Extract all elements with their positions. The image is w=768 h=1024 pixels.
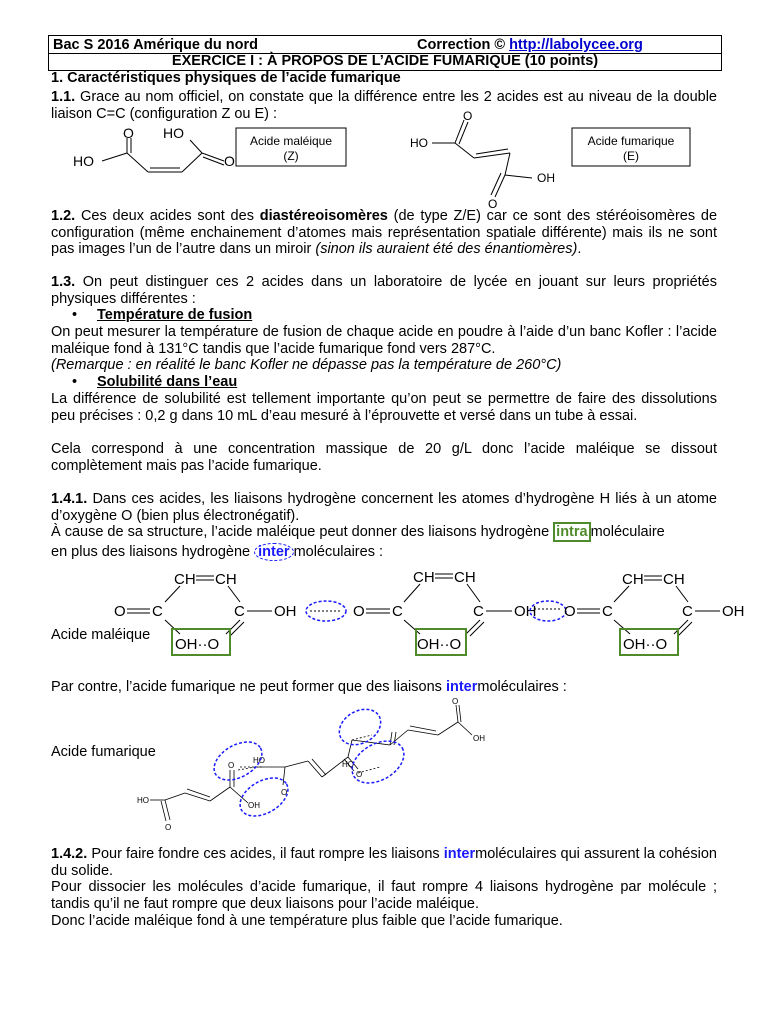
maleic-ho-top: HO <box>163 125 184 141</box>
fu-low-o-top: O <box>228 761 235 770</box>
m1-c-left: C <box>152 603 163 620</box>
fu-low-ho: HO <box>137 796 149 805</box>
q142-line3: Donc l’acide maléique fond à une température plus faible que l’acide fumarique. <box>51 913 563 929</box>
fumaric-oh: OH <box>537 171 555 185</box>
m1-intra-bond: OH··O <box>175 636 220 653</box>
fu-mid-ho: HO <box>253 756 265 765</box>
m2-c-left: C <box>392 603 403 620</box>
m3-o-left: O <box>564 603 576 620</box>
m3-oh: OH <box>722 603 745 620</box>
exam-title: Bac S 2016 Amérique du nord <box>53 37 258 53</box>
bullet-fusion: Température de fusion <box>97 307 253 323</box>
m3-intra-bond: OH··O <box>623 636 668 653</box>
maleic-o-right: O <box>224 153 235 169</box>
maleic-ho-left: HO <box>73 153 94 169</box>
correction-credit <box>417 37 643 53</box>
q12-paragraph <box>51 208 717 258</box>
q142-number: 1.4.2. <box>51 846 88 862</box>
maleic-hbond-diagram <box>0 562 768 662</box>
fumaric-box-name: Acide fumarique <box>587 134 675 148</box>
fumaric-pre: Par contre, l’acide fumarique ne peut former que des liaisons <box>51 679 446 695</box>
m1-ch-right: CH <box>215 571 237 588</box>
maleic-molecule-3 <box>564 571 745 655</box>
fumaric-acid-skeletal <box>432 120 532 197</box>
q11-text: Grace au nom officiel, on constate que la différence entre les 2 acides est au niveau de la double liaison C=C (configuration Z ou E) : <box>51 89 717 122</box>
q12-pre: Ces deux acides sont des <box>75 208 260 224</box>
fumaric-molecule-lower <box>150 767 255 821</box>
fumaric-intro <box>51 679 717 696</box>
solubility-paragraph: La différence de solubilité est tellement importante qu’on peut se permettre de faire des dissolutions peu précises : 0,2 g dans 10 mL d’eau mesuré à l’éprouvette et versé dans un tube à essai. <box>51 391 717 424</box>
maleic-box-name: Acide maléique <box>249 134 333 148</box>
fusion-paragraph: On peut mesurer la température de fusion de chaque acide en poudre à l’aide d’un banc Kofler : l’acide maléique fond à 131°C tandis que l’acide fumarique fond vers 287°C. <box>51 324 717 357</box>
m3-ch-left: CH <box>622 571 644 588</box>
m2-c-right: C <box>473 603 484 620</box>
fumaric-ellipse-3 <box>345 732 411 791</box>
m2-oh: OH <box>514 603 537 620</box>
q141-paragraph <box>51 491 717 524</box>
m2-o-left: O <box>353 603 365 620</box>
maleic-molecule-2 <box>353 569 537 655</box>
fumaric-hbond-diagram <box>0 695 768 840</box>
m2-ch-left: CH <box>413 569 435 586</box>
fumaric-diagram-label: Acide fumarique <box>51 744 156 760</box>
maleic-diagram-label: Acide maléique <box>51 627 151 643</box>
q13-text: On peut distinguer ces 2 acides dans un laboratoire de lycée en jouant sur leurs propriétés physiques différentes : <box>51 274 717 307</box>
fumaric-box-config: (E) <box>623 149 639 163</box>
bullet-dot-solubility: • <box>72 374 78 390</box>
bullet-solubility: Solubilité dans l’eau <box>97 374 238 390</box>
inter-highlight: inter <box>254 543 293 561</box>
q11-paragraph <box>51 89 717 122</box>
m1-oh: OH <box>274 603 297 620</box>
fu-mid-o-right: O <box>356 770 363 779</box>
fu-low-oh: OH <box>248 801 260 810</box>
q11-number: 1.1. <box>51 89 76 105</box>
fumaric-ho: HO <box>410 136 428 150</box>
q141-line3 <box>51 544 717 561</box>
q12-number: 1.2. <box>51 208 76 224</box>
fumaric-o-top: O <box>463 109 473 123</box>
q142-line2: Pour dissocier les molécules d’acide fumarique, il faut rompre 4 liaisons hydrogène par molécule ; tandis qu’il ne faut rompre que deux liaisons pour l’acide maléique. <box>51 879 717 912</box>
maleic-box-config: (Z) <box>283 149 299 163</box>
m3-ch-right: CH <box>663 571 685 588</box>
m2-ch-right: CH <box>454 569 476 586</box>
section-title: 1. Caractéristiques physiques de l’acide fumarique <box>51 70 401 86</box>
q141-number: 1.4.1. <box>51 491 88 507</box>
q141-l2-post: moléculaire <box>590 524 665 540</box>
fu-low-o-bottom: O <box>165 823 172 832</box>
maleic-fumaric-structures <box>0 109 768 211</box>
fumaric-o-bottom: O <box>488 197 498 211</box>
header-box <box>48 35 722 71</box>
fumaric-ellipse-1 <box>333 702 387 752</box>
m1-o-left: O <box>114 603 126 620</box>
maleic-acid-skeletal <box>102 138 224 172</box>
fusion-remark: (Remarque : en réalité le banc Kofler ne dépasse pas la température de 260°C) <box>51 357 562 373</box>
fu-up-o-top: O <box>452 697 459 706</box>
q142-inter: inter <box>443 846 476 862</box>
q142-paragraph <box>51 846 717 879</box>
q12-post: (de type Z/E) car ce sont des stéréoisomères de configuration (même enchainement d’atomes mais représentation spatiale différente) mais ils ne sont pas images l’un de l’autre dans un miroir <box>51 208 718 257</box>
q141-l3-post: moléculaires : <box>293 544 384 560</box>
correction-label: Correction © <box>417 37 506 53</box>
q12-end: . <box>577 241 582 257</box>
labolycee-link[interactable]: http://labolycee.org <box>509 37 643 53</box>
q13-paragraph <box>51 274 717 307</box>
m3-c-right: C <box>682 603 693 620</box>
fu-mid-o-bottom: O <box>281 788 288 797</box>
m1-c-right: C <box>234 603 245 620</box>
maleic-o-top: O <box>123 125 134 141</box>
intra-highlight: intra <box>553 522 590 542</box>
q141-l2-pre: À cause de sa structure, l’acide maléique peut donner des liaisons hydrogène <box>51 524 554 540</box>
q12-bold: diastéreoisomères <box>259 208 388 224</box>
m2-intra-bond: OH··O <box>417 636 462 653</box>
q141-l3-pre: en plus des liaisons hydrogène <box>51 544 255 560</box>
bullet-dot-fusion: • <box>72 307 78 323</box>
m3-c-left: C <box>602 603 613 620</box>
fumaric-post: moléculaires : <box>477 679 567 695</box>
q13-number: 1.3. <box>51 274 76 290</box>
solubility-paragraph-2: Cela correspond à une concentration massique de 20 g/L donc l’acide maléique se dissout complètement mais pas l’acide fumarique. <box>51 441 717 474</box>
q12-italic: (sinon ils auraient été des énantiomères) <box>315 241 578 257</box>
q142-post: moléculaires qui assurent la cohésion du solide. <box>51 846 717 879</box>
q142-pre: Pour faire fondre ces acides, il faut rompre les liaisons <box>87 846 444 862</box>
exercise-title: EXERCICE I : À PROPOS DE L’ACIDE FUMARIQUE (10 points) <box>171 53 599 69</box>
q141-line2 <box>51 524 717 541</box>
fumaric-ellipse-4 <box>233 770 294 824</box>
fumaric-molecule-upper <box>348 705 472 757</box>
m1-ch-left: CH <box>174 571 196 588</box>
fu-up-oh: OH <box>473 734 485 743</box>
fumaric-inter: inter <box>445 679 478 695</box>
fu-up-ho: HO <box>342 760 354 769</box>
q141-text: Dans ces acides, les liaisons hydrogène concernent les atomes d’hydrogène H liés à un atome d’oxygène O (bien plus électronégatif). <box>51 491 717 524</box>
